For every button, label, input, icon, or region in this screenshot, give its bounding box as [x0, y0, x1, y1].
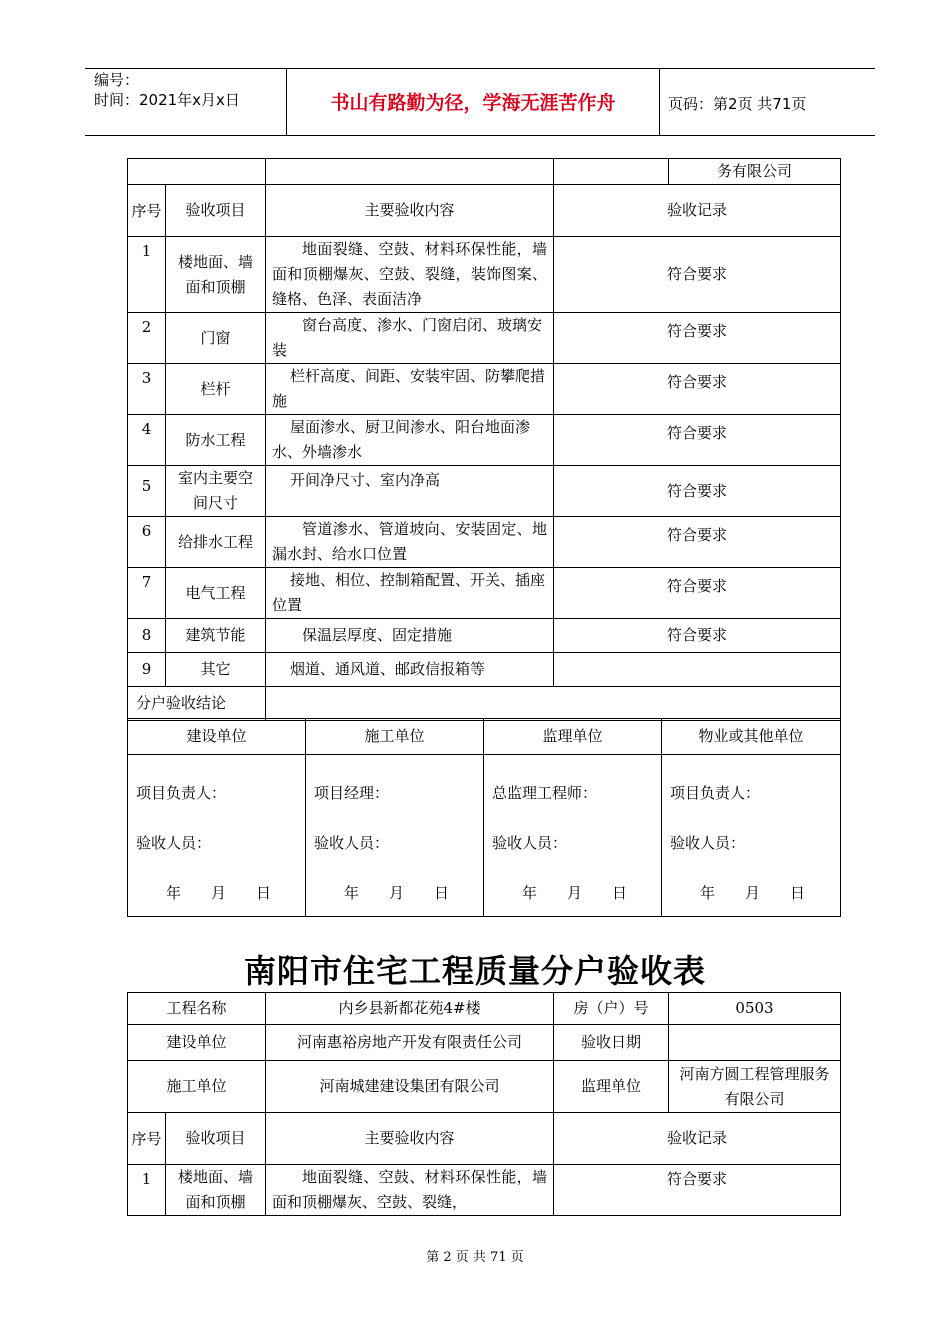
table-row: [128, 568, 841, 619]
inspection-date-label: 验收日期: [554, 1025, 669, 1061]
room-value: 0503: [669, 993, 841, 1025]
header-top-rule: [85, 68, 875, 69]
builder-value: 河南惠裕房地产开发有限责任公司: [266, 1025, 554, 1061]
row-seq: 6: [128, 517, 166, 568]
row-seq: 8: [128, 619, 166, 653]
signature-row: [128, 755, 841, 917]
row-item: 楼地面、墙面和顶棚: [166, 1165, 266, 1216]
unit-supervisor: 监理单位: [484, 719, 662, 755]
row-record: 符合要求: [554, 568, 841, 619]
signature-cell: [662, 755, 841, 917]
table-row: [128, 237, 841, 313]
header-record: 验收记录: [554, 1113, 841, 1165]
row-seq: 3: [128, 364, 166, 415]
row-content: 屋面渗水、厨卫间渗水、阳台地面渗水、外墙渗水: [266, 415, 554, 466]
header-seq: 序号: [128, 185, 166, 237]
table-header-row: [128, 185, 841, 237]
row-record: 符合要求: [554, 237, 841, 313]
unit-builder: 建设单位: [128, 719, 306, 755]
row-item: 楼地面、墙面和顶棚: [166, 237, 266, 313]
row-record: [554, 653, 841, 687]
row-record: 符合要求: [554, 364, 841, 415]
row-content: 栏杆高度、间距、安装牢固、防攀爬措施: [266, 364, 554, 415]
inspection-date-value: [669, 1025, 841, 1061]
conclusion-label: 分户验收结论: [128, 687, 266, 721]
header-content: 主要验收内容: [266, 1113, 554, 1165]
sign-date: 年 月 日: [166, 884, 272, 902]
table-row: [128, 159, 841, 185]
row-record: 符合要求: [554, 1165, 841, 1216]
sign-inspector: 验收人员：: [314, 834, 390, 852]
table-row: [128, 1165, 841, 1216]
row-content: 保温层厚度、固定措施: [266, 619, 554, 653]
header-bottom-rule: [85, 135, 875, 136]
row-seq: 2: [128, 313, 166, 364]
header-meta: [94, 70, 240, 110]
header-slogan: 书山有路勤为径，学海无涯苦作舟: [330, 92, 616, 114]
conclusion-value: [266, 687, 841, 721]
supervisor-value: 河南方圆工程管理服务有限公司: [669, 1061, 841, 1113]
row-content: 接地、相位、控制箱配置、开关、插座位置: [266, 568, 554, 619]
project-label: 工程名称: [128, 993, 266, 1025]
row-record: 符合要求: [554, 619, 841, 653]
conclusion-row: [128, 687, 841, 721]
contractor-value: 河南城建建设集团有限公司: [266, 1061, 554, 1113]
table-row: [128, 517, 841, 568]
row-item: 防水工程: [166, 415, 266, 466]
row-record: 符合要求: [554, 313, 841, 364]
header-number: 编号：: [94, 71, 140, 89]
row-item: 给排水工程: [166, 517, 266, 568]
sign-inspector: 验收人员：: [492, 834, 568, 852]
contractor-label: 施工单位: [128, 1061, 266, 1113]
units-row: [128, 719, 841, 755]
row-content: 地面裂缝、空鼓、材料环保性能，墙面和顶棚爆灰、空鼓、裂缝，: [266, 1165, 554, 1216]
header-seq: 序号: [128, 1113, 166, 1165]
row-seq: 1: [128, 1165, 166, 1216]
signature-cell: [306, 755, 484, 917]
sign-role: 总监理工程师：: [492, 784, 598, 802]
table-cell: 务有限公司: [669, 159, 841, 185]
header-page-number: 页码：第2页 共71页: [668, 95, 807, 113]
row-item: 建筑节能: [166, 619, 266, 653]
row-content: 开间净尺寸、室内净高: [266, 466, 554, 517]
unit-property: 物业或其他单位: [662, 719, 841, 755]
row-item: 电气工程: [166, 568, 266, 619]
header-record: 验收记录: [554, 185, 841, 237]
sign-role: 项目负责人：: [670, 784, 761, 802]
sign-date: 年 月 日: [522, 884, 628, 902]
sign-date: 年 月 日: [344, 884, 450, 902]
table-row: [128, 313, 841, 364]
row-seq: 7: [128, 568, 166, 619]
header-item: 验收项目: [166, 1113, 266, 1165]
table-row: [128, 364, 841, 415]
row-seq: 4: [128, 415, 166, 466]
header-time: 时间：2021年x月x日: [94, 91, 240, 109]
signature-cell: [128, 755, 306, 917]
table-header-row: [128, 1113, 841, 1165]
table-row: [128, 1061, 841, 1113]
table-row: [128, 466, 841, 517]
builder-label: 建设单位: [128, 1025, 266, 1061]
row-record: 符合要求: [554, 415, 841, 466]
table-row: [128, 619, 841, 653]
supervisor-label: 监理单位: [554, 1061, 669, 1113]
sign-date: 年 月 日: [700, 884, 806, 902]
row-item: 栏杆: [166, 364, 266, 415]
header-item: 验收项目: [166, 185, 266, 237]
sign-role: 项目负责人：: [136, 784, 227, 802]
signature-cell: [484, 755, 662, 917]
table-row: [128, 653, 841, 687]
room-label: 房（户）号: [554, 993, 669, 1025]
form-title: 南阳市住宅工程质量分户验收表: [243, 952, 706, 990]
row-item: 其它: [166, 653, 266, 687]
row-seq: 5: [128, 466, 166, 517]
signature-table: [127, 718, 841, 917]
header-divider: [659, 68, 660, 135]
row-item: 室内主要空间尺寸: [166, 466, 266, 517]
inspection-table-2: [127, 992, 841, 1216]
table-row: [128, 993, 841, 1025]
row-record: 符合要求: [554, 466, 841, 517]
row-seq: 1: [128, 237, 166, 313]
table-row: [128, 1025, 841, 1061]
project-value: 内乡县新都花苑4#楼: [266, 993, 554, 1025]
table-row: [128, 415, 841, 466]
row-content: 烟道、通风道、邮政信报箱等: [266, 653, 554, 687]
row-content: 管道渗水、管道坡向、安装固定、地漏水封、给水口位置: [266, 517, 554, 568]
row-item: 门窗: [166, 313, 266, 364]
row-seq: 9: [128, 653, 166, 687]
sign-inspector: 验收人员：: [670, 834, 746, 852]
inspection-table-1: [127, 158, 841, 721]
sign-role: 项目经理：: [314, 784, 390, 802]
header-content: 主要验收内容: [266, 185, 554, 237]
row-record: 符合要求: [554, 517, 841, 568]
row-content: 窗台高度、渗水、门窗启闭、玻璃安装: [266, 313, 554, 364]
sign-inspector: 验收人员：: [136, 834, 212, 852]
page-footer: 第 2 页 共 71 页: [426, 1250, 524, 1265]
row-content: 地面裂缝、空鼓、材料环保性能，墙面和顶棚爆灰、空鼓、裂缝，装饰图案、缝格、色泽、表面洁净: [266, 237, 554, 313]
unit-contractor: 施工单位: [306, 719, 484, 755]
